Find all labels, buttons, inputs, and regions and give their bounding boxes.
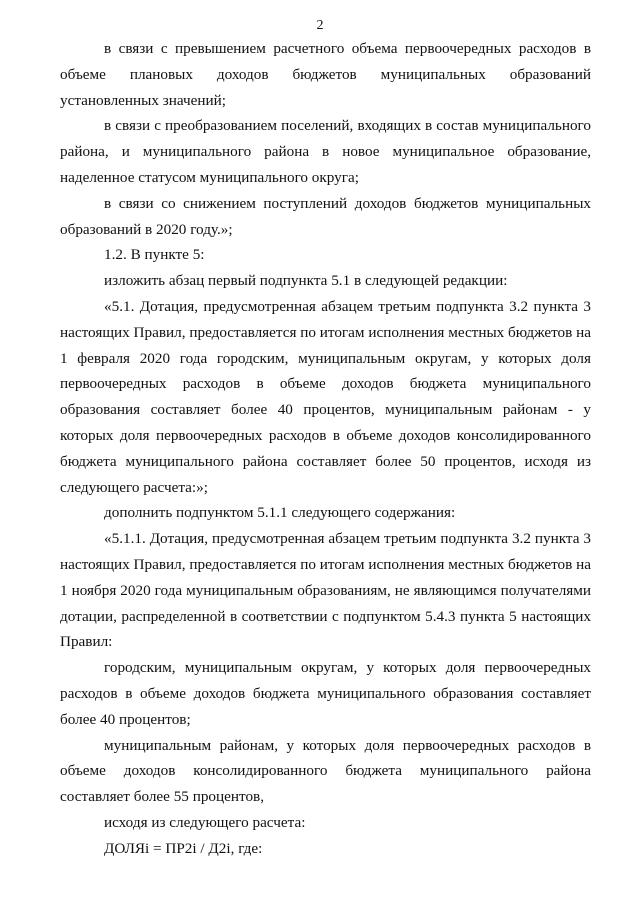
paragraph-amend-5-1: изложить абзац первый подпункта 5.1 в следующей редакции: (104, 272, 508, 290)
paragraph-add-5-1-1: дополнить подпунктом 5.1.1 следующего содержания: (104, 504, 456, 522)
paragraph-calculation-intro: исходя из следующего расчета: (104, 813, 306, 831)
paragraph-exceeding-expenses: в связи с превышением расчетного объема первоочередных расходов в объеме плановых доходов бюджетов муниципальных образований установленных значений; (60, 40, 591, 109)
paragraph-5-1-1-text: «5.1.1. Дотация, предусмотренная абзацем третьим подпункта 3.2 пункта 3 настоящих Правил, предоставляется по итогам исполнения местных бюджетов на 1 ноября 2020 года муниципальным образованиям, не являющимся получателями дотации, распределенной в соответствии с подпунктом 5.4.3 пункта 5 настоящих Правил: (60, 530, 591, 651)
page-number: 2 (316, 18, 324, 33)
paragraph-settlement-transformation: в связи с преобразованием поселений, входящих в состав муниципального района, и муниципального района в новое муниципальное образование, наделенное статусом муниципального округа; (60, 117, 591, 186)
paragraph-item-1-2: 1.2. В пункте 5: (104, 246, 205, 264)
paragraph-revenue-decrease: в связи со снижением поступлений доходов бюджетов муниципальных образований в 2020 году.»; (60, 194, 591, 238)
paragraph-city-districts: городским, муниципальным округам, у которых доля первоочередных расходов в объеме доходов бюджета муниципального образования составляет более 40 процентов; (60, 659, 591, 728)
paragraph-municipal-districts: муниципальным районам, у которых доля первоочередных расходов в объеме доходов консолидированного бюджета муниципального района составляет более 55 процентов, (60, 736, 591, 806)
paragraph-formula: ДОЛЯi = ПР2i / Д2i, где: (104, 839, 263, 857)
paragraph-5-1-text: «5.1. Дотация, предусмотренная абзацем третьим подпункта 3.2 пункта 3 настоящих Правил, предоставляется по итогам исполнения местных бюджетов на 1 февраля 2020 года городским, муниципальным округам, у которых доля первоочередных расходов в объеме доходов бюджета муниципального образования составляет более 40 процентов, муниципальным районам - у которых доля первоочередных расходов в объеме доходов консолидированного бюджета муниципального района составляет более 50 процентов, исходя из следующего расчета:»; (60, 297, 591, 496)
document-body (60, 36, 591, 862)
